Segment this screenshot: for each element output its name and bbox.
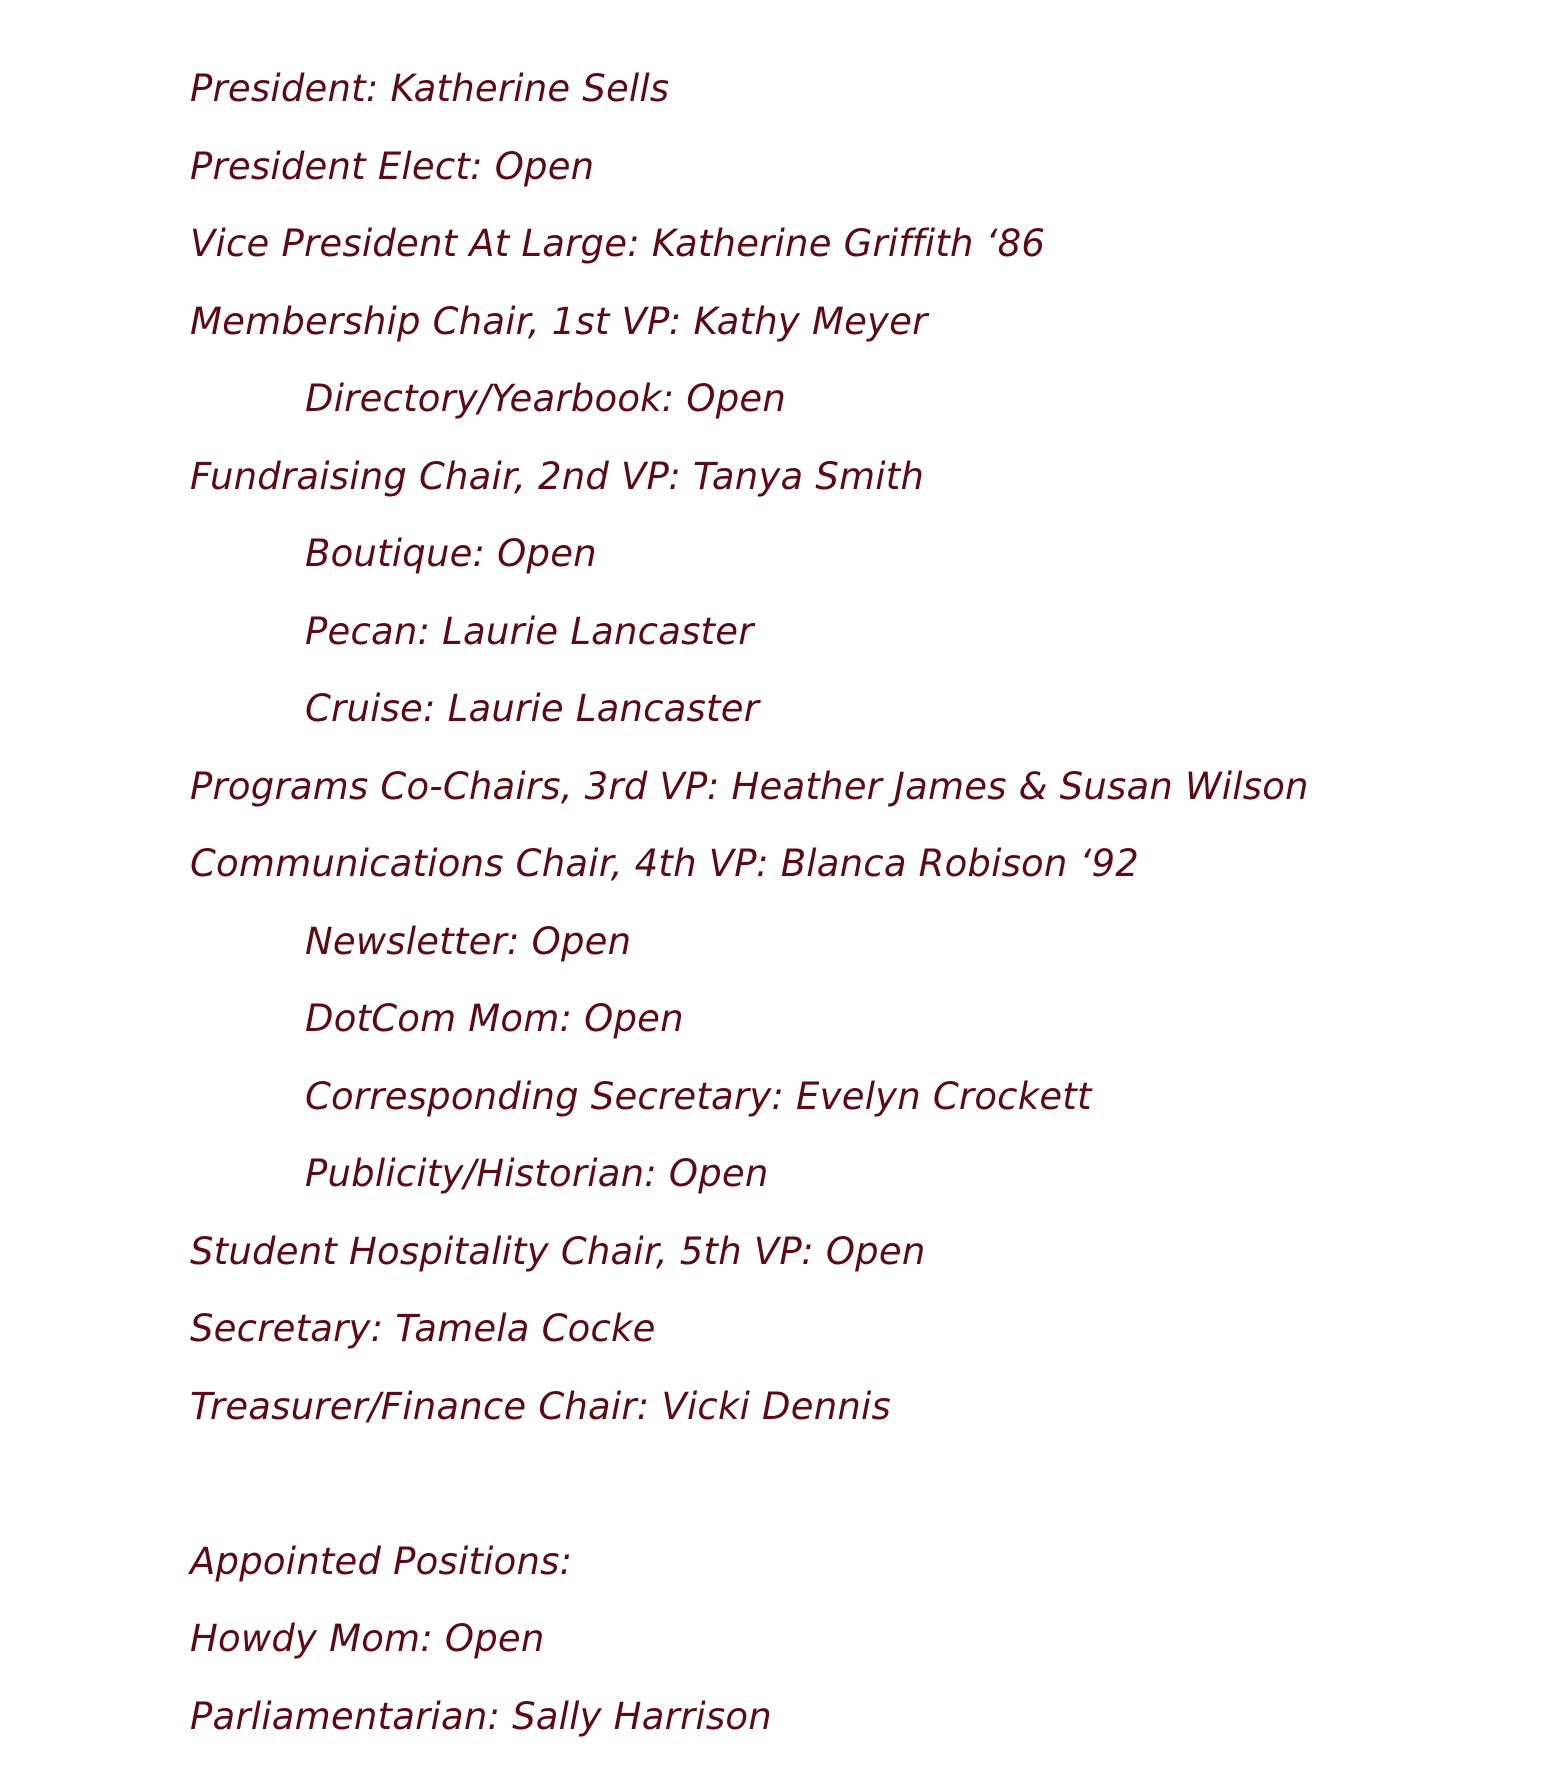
committee-line: Pecan: Laurie Lancaster bbox=[305, 609, 754, 653]
appointed-line: Parliamentarian: Sally Harrison bbox=[190, 1694, 772, 1738]
officer-line: Membership Chair, 1st VP: Kathy Meyer bbox=[190, 299, 928, 343]
committee-line: Newsletter: Open bbox=[305, 919, 632, 963]
officer-line: President Elect: Open bbox=[190, 144, 595, 188]
committee-line: Corresponding Secretary: Evelyn Crockett bbox=[305, 1074, 1092, 1118]
committee-line: DotCom Mom: Open bbox=[305, 997, 684, 1040]
officer-line: Student Hospitality Chair, 5th VP: Open bbox=[190, 1229, 926, 1273]
officer-line: President: Katherine Sells bbox=[190, 67, 670, 110]
officer-list bbox=[190, 59, 1490, 1764]
committee-line: Cruise: Laurie Lancaster bbox=[305, 687, 760, 730]
committee-line: Publicity/Historian: Open bbox=[305, 1152, 769, 1195]
officer-line: Vice President At Large: Katherine Griffith ‘86 bbox=[190, 222, 1046, 265]
officer-line: Communications Chair, 4th VP: Blanca Robison ‘92 bbox=[190, 842, 1139, 885]
officer-line: Secretary: Tamela Cocke bbox=[190, 1307, 656, 1350]
officer-line: Treasurer/Finance Chair: Vicki Dennis bbox=[190, 1384, 891, 1428]
officer-line: Fundraising Chair, 2nd VP: Tanya Smith bbox=[190, 454, 925, 498]
committee-line: Boutique: Open bbox=[305, 532, 597, 575]
section-spacer bbox=[190, 1454, 1490, 1532]
committee-line: Directory/Yearbook: Open bbox=[305, 377, 787, 420]
officer-line: Programs Co-Chairs, 3rd VP: Heather James & Susan Wilson bbox=[190, 764, 1309, 808]
appointed-line: Howdy Mom: Open bbox=[190, 1617, 545, 1660]
appointed-heading: Appointed Positions: bbox=[190, 1539, 573, 1583]
